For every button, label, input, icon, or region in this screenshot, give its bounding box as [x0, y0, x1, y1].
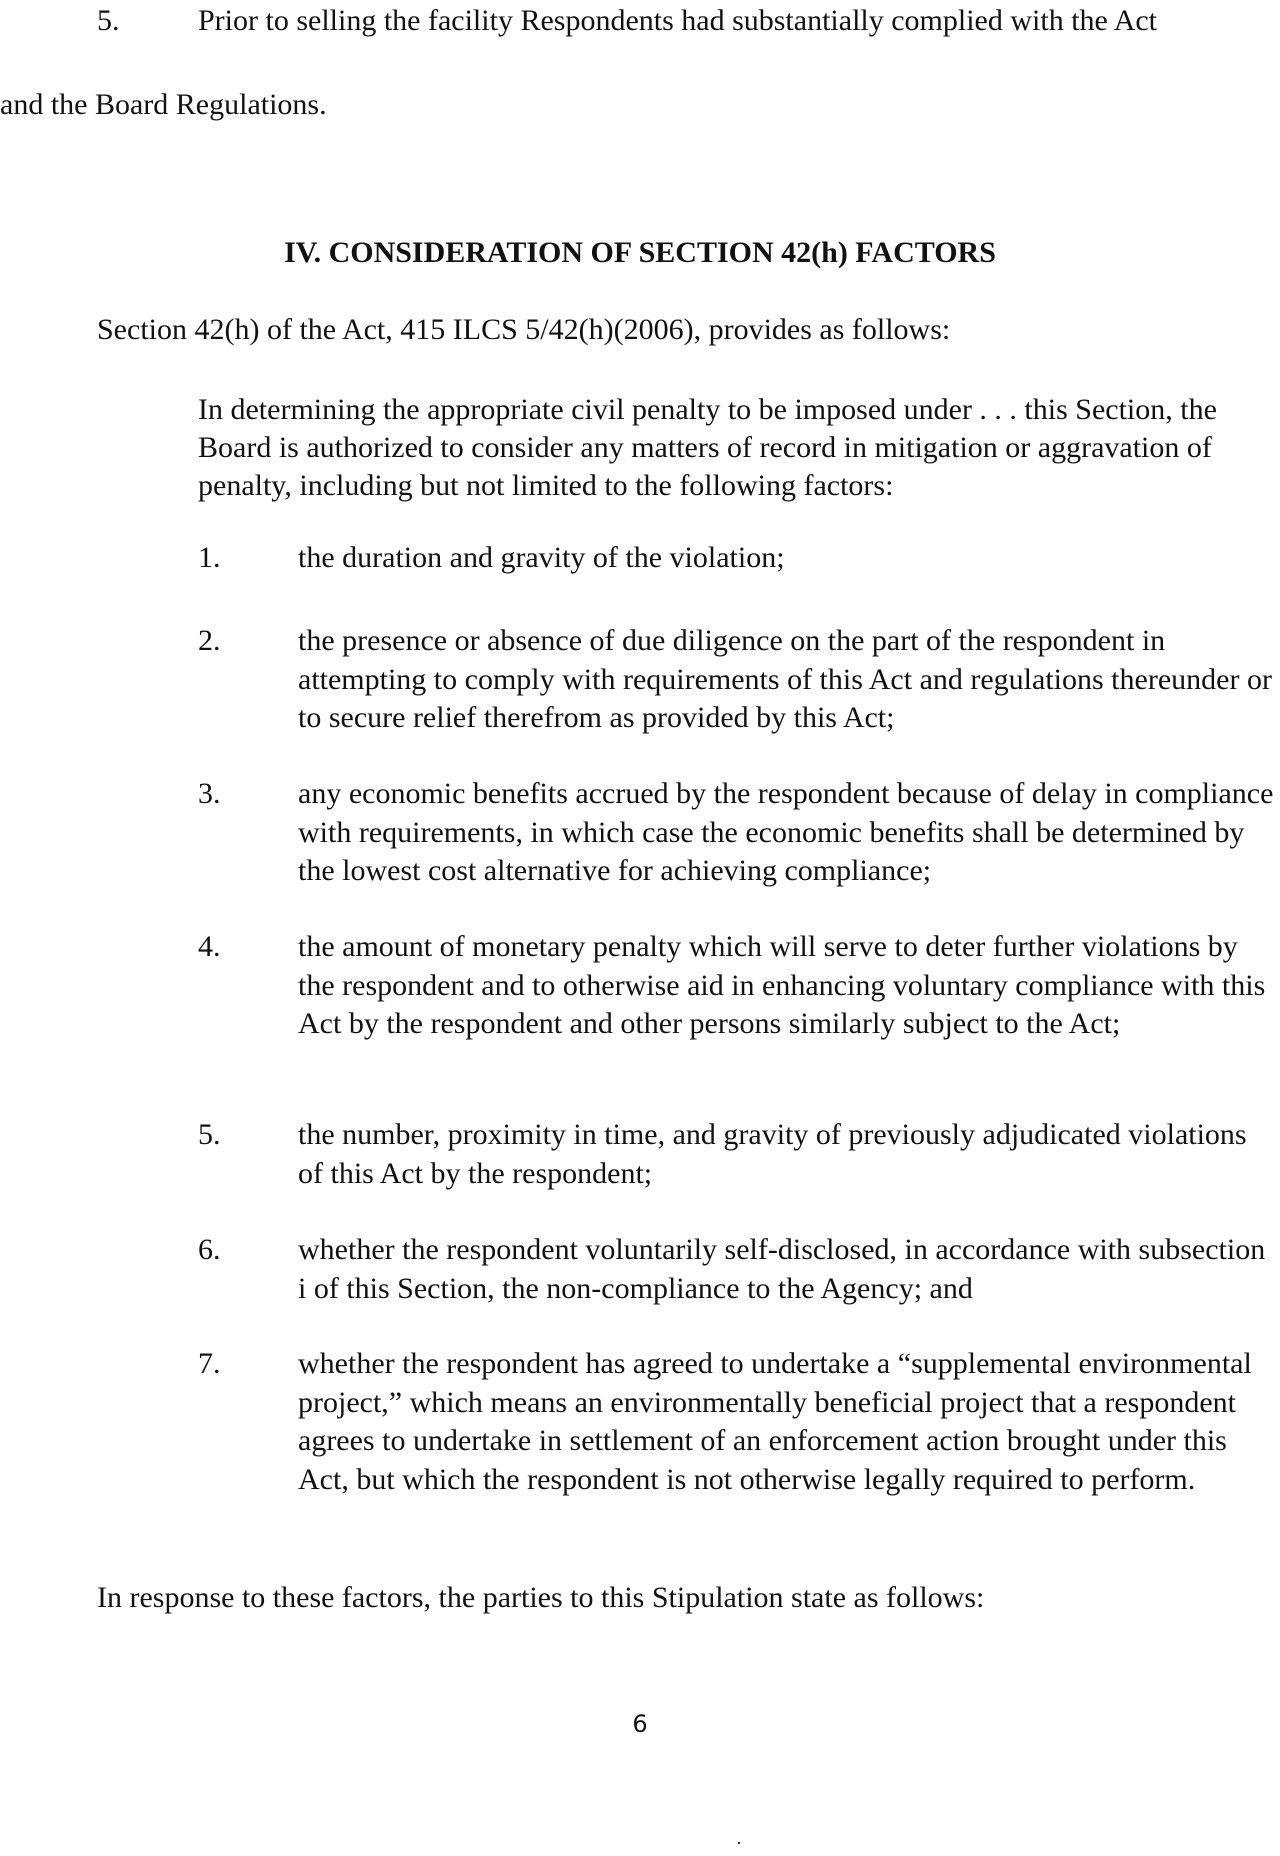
- factor-text: the duration and gravity of the violation;: [298, 541, 785, 574]
- factor-number: 3.: [198, 777, 221, 810]
- factor-number: 1.: [198, 541, 221, 574]
- factor-number: 7.: [198, 1347, 221, 1380]
- paragraph-5-number: 5.: [97, 4, 120, 37]
- page-number: 6: [632, 1710, 648, 1738]
- factor-text: the number, proximity in time, and gravity of previously adjudicated violations of this Act by the respondent;: [298, 1118, 1247, 1190]
- factor-number: 2.: [198, 624, 221, 657]
- factor-number: 5.: [198, 1118, 221, 1151]
- factor-text: the amount of monetary penalty which will serve to deter further violations by the respondent and to otherwise aid in enhancing voluntary compliance with this Act by the respondent and other persons similarly subject to the Act;: [298, 930, 1266, 1040]
- factor-text: whether the respondent voluntarily self-disclosed, in accordance with subsection i of this Section, the non-compliance to the Agency; and: [298, 1233, 1266, 1305]
- statute-quote: In determining the appropriate civil penalty to be imposed under . . . this Section, the Board is authorized to consider any matters of record in mitigation or aggravation of penalty, including but not limited to the following factors:: [198, 393, 1217, 502]
- intro-paragraph: Section 42(h) of the Act, 415 ILCS 5/42(h)(2006), provides as follows:: [97, 313, 951, 346]
- closing-paragraph: In response to these factors, the parties to this Stipulation state as follows:: [97, 1581, 985, 1614]
- factor-text: the presence or absence of due diligence on the part of the respondent in attempting to comply with requirements of this Act and regulations thereunder or to secure relief therefrom as provided by this Act;: [298, 624, 1272, 734]
- factor-text: whether the respondent has agreed to undertake a “supplemental environmental project,” which means an environmentally beneficial project that a respondent agrees to undertake in settlement of an enforcement action brought under this Act, but which the respondent is not otherwise legally required to perform.: [298, 1347, 1252, 1496]
- scan-speck: [738, 1842, 740, 1844]
- factor-text: any economic benefits accrued by the respondent because of delay in compliance with requirements, in which case the economic benefits shall be determined by the lowest cost alternative for achieving compliance;: [298, 777, 1274, 887]
- section-heading: IV. CONSIDERATION OF SECTION 42(h) FACTORS: [284, 236, 996, 269]
- paragraph-5-line-1: Prior to selling the facility Respondents had substantially complied with the Act: [198, 4, 1158, 37]
- factor-number: 6.: [198, 1233, 221, 1266]
- paragraph-5-line-2: and the Board Regulations.: [0, 88, 327, 121]
- factor-number: 4.: [198, 930, 221, 963]
